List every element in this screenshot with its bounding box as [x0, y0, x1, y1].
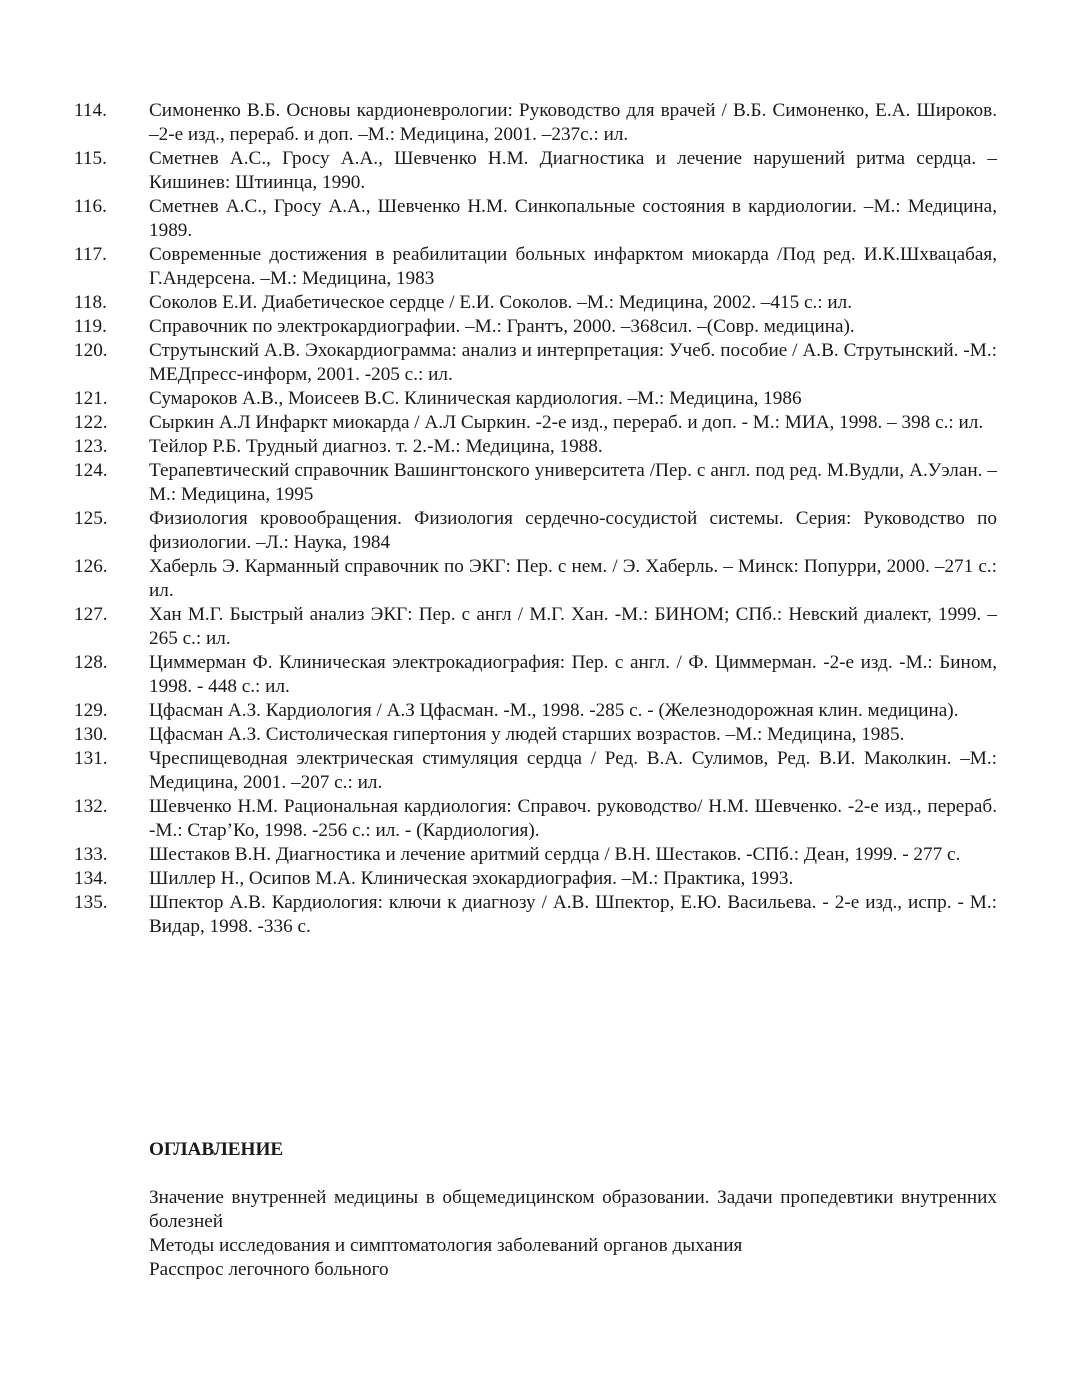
reference-number: 132.: [74, 796, 108, 817]
reference-text: Шевченко Н.М. Рациональная кардиология: Справоч. руководство/ Н.М. Шевченко. -2-е изд., перераб. -М.: Стар’Ко, 1998. -256 с.: ил. - (Кардиология).: [149, 796, 997, 841]
reference-text: Соколов Е.И. Диабетическое сердце / Е.И. Соколов. –М.: Медицина, 2002. –415 с.: ил.: [149, 292, 853, 313]
reference-text: Чреспищеводная электрическая стимуляция сердца / Ред. В.А. Сулимов, Ред. В.И. Маколкин. –М.: Медицина, 2001. –207 с.: ил.: [149, 748, 997, 793]
reference-number: 126.: [74, 556, 108, 577]
reference-text: Циммерман Ф. Клиническая электрокадиография: Пер. с англ. / Ф. Циммерман. -2-е изд. -М.: Бином, 1998. - 448 с.: ил.: [149, 652, 997, 697]
reference-item: [74, 507, 997, 555]
reference-item: [74, 411, 997, 435]
reference-text: Сумароков А.В., Моисеев В.С. Клиническая кардиология. –М.: Медицина, 1986: [149, 388, 802, 409]
reference-item: [74, 699, 997, 723]
reference-item: [74, 291, 997, 315]
reference-item: [74, 603, 997, 651]
reference-item: [74, 147, 997, 195]
reference-number: 114.: [74, 100, 107, 121]
reference-text: Шестаков В.Н. Диагностика и лечение аритмий сердца / В.Н. Шестаков. -СПб.: Деан, 1999. - 277 с.: [149, 844, 961, 865]
reference-text: Физиология кровообращения. Физиология сердечно-сосудистой системы. Серия: Руководство по физиологии. –Л.: Наука, 1984: [149, 508, 997, 553]
reference-item: [74, 723, 997, 747]
reference-number: 118.: [74, 292, 107, 313]
reference-text: Цфасман А.З. Кардиология / А.З Цфасман. -М., 1998. -285 с. - (Железнодорожная клин. медицина).: [149, 700, 959, 721]
reference-text: Справочник по электрокардиографии. –М.: Грантъ, 2000. –368сил. –(Совр. медицина).: [149, 316, 855, 337]
reference-item: [74, 795, 997, 843]
reference-number: 124.: [74, 460, 108, 481]
reference-number: 117.: [74, 244, 107, 265]
reference-item: [74, 387, 997, 411]
reference-item: [74, 99, 997, 147]
reference-item: [74, 339, 997, 387]
reference-item: [74, 891, 997, 939]
toc-item: Значение внутренней медицины в общемедицинском образовании. Задачи пропедевтики внутренних болезней: [149, 1187, 997, 1232]
reference-number: 119.: [74, 316, 107, 337]
reference-number: 116.: [74, 196, 107, 217]
reference-number: 121.: [74, 388, 108, 409]
reference-number: 129.: [74, 700, 108, 721]
reference-text: Симоненко В.Б. Основы кардионеврологии: Руководство для врачей / В.Б. Симоненко, Е.А. Широков. –2-е изд., перераб. и доп. –М.: Медицина, 2001. –237с.: ил.: [149, 100, 997, 145]
reference-text: Сметнев А.С., Гросу А.А., Шевченко Н.М. Диагностика и лечение нарушений ритма сердца. – Кишинев: Штиинца, 1990.: [149, 148, 997, 193]
reference-item: [74, 651, 997, 699]
reference-number: 123.: [74, 436, 108, 457]
reference-item: [74, 459, 997, 507]
reference-number: 134.: [74, 868, 108, 889]
reference-number: 122.: [74, 412, 108, 433]
reference-item: [74, 243, 997, 291]
reference-text: Современные достижения в реабилитации больных инфарктом миокарда /Под ред. И.К.Шхвацабая, Г.Андерсена. –М.: Медицина, 1983: [149, 244, 997, 289]
reference-item: [74, 435, 997, 459]
reference-number: 135.: [74, 892, 108, 913]
reference-text: Хан М.Г. Быстрый анализ ЭКГ: Пер. с англ / М.Г. Хан. -М.: БИНОМ; СПб.: Невский диалект, 1999. –265 с.: ил.: [149, 604, 997, 649]
reference-text: Шиллер Н., Осипов М.А. Клиническая эхокардиография. –М.: Практика, 1993.: [149, 868, 794, 889]
reference-number: 128.: [74, 652, 108, 673]
reference-text: Сметнев А.С., Гросу А.А., Шевченко Н.М. Синкопальные состояния в кардиологии. –М.: Медицина, 1989.: [149, 196, 997, 241]
reference-text: Хаберль Э. Карманный справочник по ЭКГ: Пер. с нем. / Э. Хаберль. – Минск: Попурри, 2000. –271 с.: ил.: [149, 556, 997, 601]
toc-item: Методы исследования и симптоматология заболеваний органов дыхания: [149, 1235, 743, 1256]
toc-item: Расспрос легочного больного: [149, 1259, 389, 1280]
reference-number: 125.: [74, 508, 108, 529]
reference-number: 133.: [74, 844, 108, 865]
toc-heading: ОГЛАВЛЕНИЕ: [149, 1139, 284, 1160]
reference-item: [74, 555, 997, 603]
reference-number: 127.: [74, 604, 108, 625]
reference-text: Цфасман А.З. Систолическая гипертония у людей старших возрастов. –М.: Медицина, 1985.: [149, 724, 905, 745]
reference-text: Тейлор Р.Б. Трудный диагноз. т. 2.-М.: Медицина, 1988.: [149, 436, 603, 457]
reference-item: [74, 867, 997, 891]
reference-number: 120.: [74, 340, 108, 361]
reference-item: [74, 315, 997, 339]
reference-item: [74, 195, 997, 243]
reference-number: 130.: [74, 724, 108, 745]
toc-list: [149, 1186, 997, 1282]
reference-text: Сыркин А.Л Инфаркт миокарда / А.Л Сыркин. -2-е изд., перераб. и доп. - М.: МИА, 1998. – 398 с.: ил.: [149, 412, 984, 433]
reference-text: Терапевтический справочник Вашингтонского университета /Пер. с англ. под ред. М.Вудли, А.Уэлан. –М.: Медицина, 1995: [149, 460, 997, 505]
reference-number: 131.: [74, 748, 108, 769]
reference-number: 115.: [74, 148, 107, 169]
reference-item: [74, 843, 997, 867]
reference-list: [74, 99, 997, 939]
reference-text: Струтынский А.В. Эхокардиограмма: анализ и интерпретация: Учеб. пособие / А.В. Струтынский. -М.: МЕДпресс-информ, 2001. -205 с.: ил.: [149, 340, 997, 385]
reference-text: Шпектор А.В. Кардиология: ключи к диагнозу / А.В. Шпектор, Е.Ю. Васильева. - 2-е изд., испр. - М.: Видар, 1998. -336 с.: [149, 892, 997, 937]
reference-item: [74, 747, 997, 795]
